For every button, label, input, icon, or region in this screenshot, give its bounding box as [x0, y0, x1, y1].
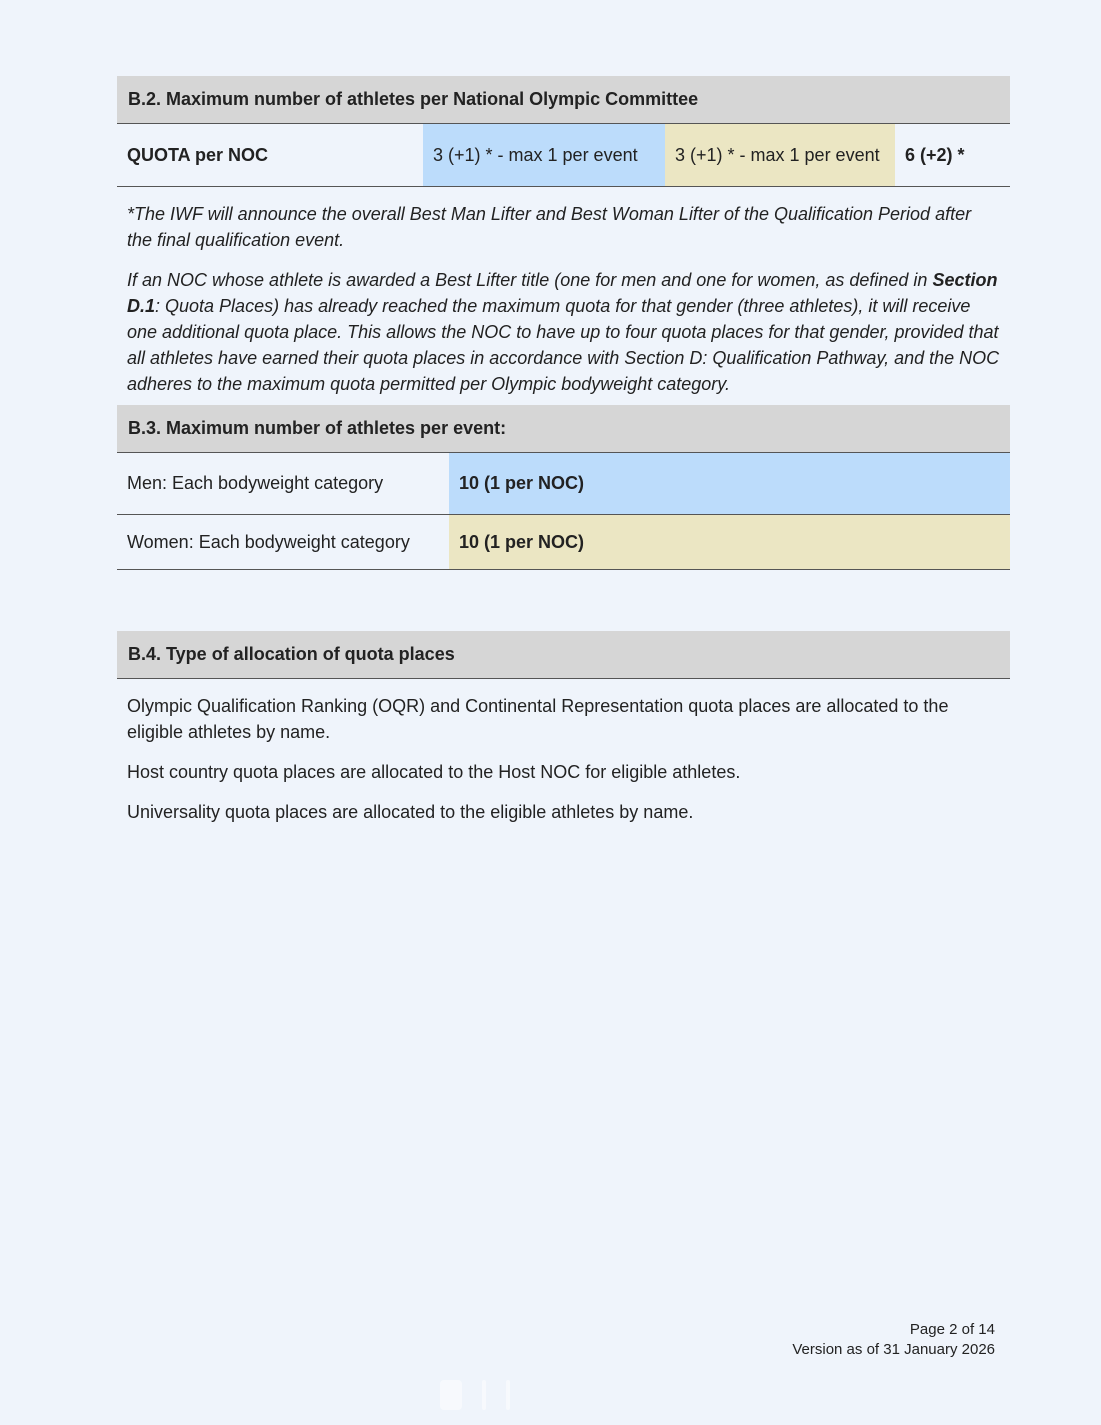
men-event-label: Men: Each bodyweight category	[127, 473, 384, 493]
men-event-row	[117, 453, 1010, 515]
host-paragraph: Host country quota places are allocated to the Host NOC for eligible athletes.	[127, 762, 741, 782]
page-footer	[792, 1320, 995, 1360]
women-event-value: 10 (1 per NOC)	[449, 515, 1010, 569]
women-event-label: Women: Each bodyweight category	[127, 531, 410, 552]
quota-men: 3 (+1) * - max 1 per event	[423, 124, 665, 186]
section-d1-ref: Section D.1	[127, 270, 998, 316]
section-b2-title: B.2. Maximum number of athletes per National Olympic Committee	[117, 76, 1010, 124]
scroll-thumb-icon	[440, 1380, 462, 1410]
extra-quota-note: If an NOC whose athlete is awarded a Best Lifter title (one for men and one for women, as defined in Section D.1: Quota Places) has already reached the maximum quota for that gender (three athletes), it will receive one additional quota place. This allows the NOC to have up to four quota places for that gender, provided that all athletes have earned their quota places in accordance with Section D: Qualification Pathway, and the NOC adheres to the maximum quota permitted per Olympic bodyweight category.	[127, 270, 1000, 394]
quota-total: 6 (+2) *	[905, 144, 965, 165]
section-b3-title: B.3. Maximum number of athletes per event:	[117, 405, 1010, 453]
universality-paragraph: Universality quota places are allocated to the eligible athletes by name.	[127, 802, 694, 822]
page-scroll-indicator	[440, 1378, 670, 1412]
page-number: Page 2 of 14	[909, 1321, 995, 1338]
women-event-row	[117, 515, 1010, 570]
version-date: Version as of 31 January 2026	[792, 1341, 995, 1358]
men-event-value: 10 (1 per NOC)	[449, 453, 1010, 514]
quota-label: QUOTA per NOC	[127, 144, 269, 165]
section-b4-title: B.4. Type of allocation of quota places	[117, 631, 1010, 679]
best-lifter-note: *The IWF will announce the overall Best Man Lifter and Best Woman Lifter of the Qualification Period after the final qualification event.	[127, 204, 972, 250]
oqr-paragraph: Olympic Qualification Ranking (OQR) and Continental Representation quota places are allocated to the eligible athletes by name.	[127, 696, 949, 742]
quota-per-noc-row	[117, 124, 1010, 187]
quota-women: 3 (+1) * - max 1 per event	[665, 124, 895, 186]
document-body	[117, 76, 1010, 825]
